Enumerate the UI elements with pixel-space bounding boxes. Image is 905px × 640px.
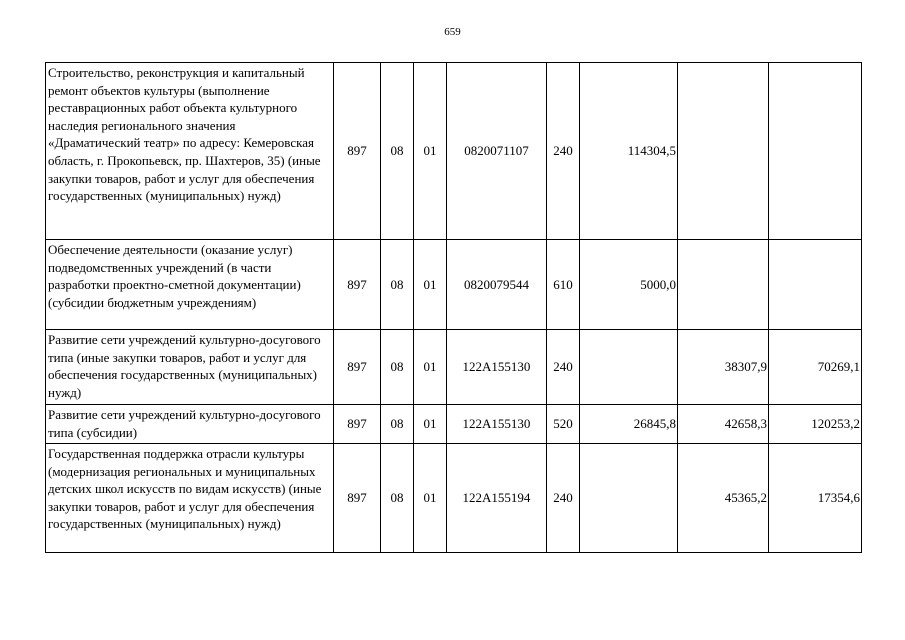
table-row bbox=[46, 240, 862, 330]
sum-col-3: 17354,6 bbox=[769, 444, 862, 553]
target-code: 122А155194 bbox=[447, 444, 547, 553]
sum-col-1: 26845,8 bbox=[580, 405, 678, 444]
section-code: 08 bbox=[381, 405, 414, 444]
section-code: 08 bbox=[381, 240, 414, 330]
budget-table bbox=[45, 62, 862, 553]
expense-type-code: 610 bbox=[547, 240, 580, 330]
expense-type-code: 240 bbox=[547, 330, 580, 405]
expense-type-code: 240 bbox=[547, 444, 580, 553]
row-name: Государственная поддержка отрасли культуры (модернизация региональных и муниципальных детских школ искусств по видам искусств) (иные закупки товаров, работ и услуг для обеспечения государственных (муниципальных) нужд) bbox=[46, 444, 334, 553]
sum-col-2 bbox=[678, 240, 769, 330]
dept-code: 897 bbox=[334, 444, 381, 553]
sum-col-1 bbox=[580, 444, 678, 553]
target-code: 122А155130 bbox=[447, 405, 547, 444]
table-row bbox=[46, 405, 862, 444]
table-row bbox=[46, 63, 862, 240]
sum-col-3 bbox=[769, 240, 862, 330]
section-code: 08 bbox=[381, 444, 414, 553]
sum-col-2 bbox=[678, 63, 769, 240]
sum-col-1 bbox=[580, 330, 678, 405]
dept-code: 897 bbox=[334, 63, 381, 240]
target-code: 0820079544 bbox=[447, 240, 547, 330]
dept-code: 897 bbox=[334, 240, 381, 330]
sum-col-2: 45365,2 bbox=[678, 444, 769, 553]
sum-col-2: 38307,9 bbox=[678, 330, 769, 405]
expense-type-code: 520 bbox=[547, 405, 580, 444]
sum-col-3: 70269,1 bbox=[769, 330, 862, 405]
row-name: Развитие сети учреждений культурно-досугового типа (субсидии) bbox=[46, 405, 334, 444]
subsection-code: 01 bbox=[414, 444, 447, 553]
table-row bbox=[46, 444, 862, 553]
sum-col-2: 42658,3 bbox=[678, 405, 769, 444]
target-code: 0820071107 bbox=[447, 63, 547, 240]
row-name: Обеспечение деятельности (оказание услуг) подведомственных учреждений (в части разработки проектно-сметной документации) (субсидии бюджетным учреждениям) bbox=[46, 240, 334, 330]
sum-col-3 bbox=[769, 63, 862, 240]
subsection-code: 01 bbox=[414, 405, 447, 444]
subsection-code: 01 bbox=[414, 240, 447, 330]
section-code: 08 bbox=[381, 330, 414, 405]
page-number: 659 bbox=[444, 26, 461, 38]
sum-col-1: 5000,0 bbox=[580, 240, 678, 330]
row-name: Развитие сети учреждений культурно-досугового типа (иные закупки товаров, работ и услуг для обеспечения государственных (муниципальных) нужд) bbox=[46, 330, 334, 405]
subsection-code: 01 bbox=[414, 63, 447, 240]
expense-type-code: 240 bbox=[547, 63, 580, 240]
dept-code: 897 bbox=[334, 330, 381, 405]
section-code: 08 bbox=[381, 63, 414, 240]
row-name: Строительство, реконструкция и капитальный ремонт объектов культуры (выполнение реставрационных работ объекта культурного наследия регионального значения «Драматический театр» по адресу: Кемеровская область, г. Прокопьевск, пр. Шахтеров, 35) (иные закупки товаров, работ и услуг для обеспечения государственных (муниципальных) нужд) bbox=[46, 63, 334, 240]
subsection-code: 01 bbox=[414, 330, 447, 405]
sum-col-1: 114304,5 bbox=[580, 63, 678, 240]
table-row bbox=[46, 330, 862, 405]
sum-col-3: 120253,2 bbox=[769, 405, 862, 444]
target-code: 122А155130 bbox=[447, 330, 547, 405]
dept-code: 897 bbox=[334, 405, 381, 444]
